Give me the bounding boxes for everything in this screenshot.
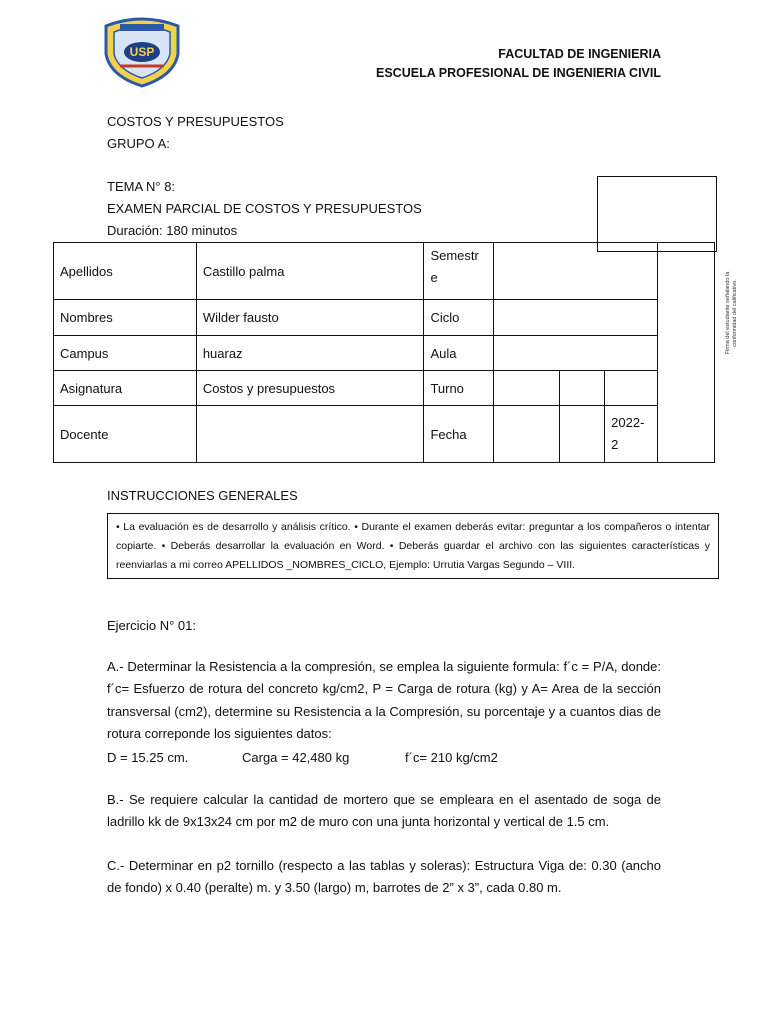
- university-logo: [96, 14, 188, 88]
- course-name: COSTOS Y PRESUPUESTOS: [107, 114, 284, 129]
- data-load: Carga = 42,480 kg: [242, 750, 350, 765]
- svg-text:USP: USP: [129, 45, 155, 59]
- row-value-2: 2022- 2: [605, 406, 658, 463]
- table-row: [54, 300, 715, 336]
- table-row: [54, 243, 715, 300]
- exam-duration: Duración: 180 minutos: [107, 223, 238, 238]
- signature-note: Firma del estudiante señalando la conformidad del calificativo.: [725, 271, 738, 355]
- exercise-part-b: B.- Se requiere calcular la cantidad de mortero que se empleara en el asentado de soga de ladrillo kk de 9x13x24 cm por m2 de muro con una junta horizontal y vertical de 1.5 cm.: [107, 792, 661, 830]
- row-label-2: Ciclo: [424, 300, 494, 336]
- fecha-cell-2: [560, 406, 605, 463]
- row-value-2: [494, 336, 658, 371]
- instructions-box: • La evaluación es de desarrollo y análisis crítico. • Durante el examen deberás evitar: preguntar a los compañeros o intentar copiarte. • Deberás desarrollar la evaluación en Word. • Deberás guardar el archivo con las siguientes características y reenviarlas a mi correo APELLIDOS _NOMBRES_CICLO, Ejemplo: Urrutia Vargas Segundo – VIII.: [107, 513, 719, 579]
- row-label-2: Aula: [424, 336, 494, 371]
- data-diameter: D = 15.25 cm.: [107, 750, 189, 765]
- exercise-part-c: C.- Determinar en p2 tornillo (respecto a las tablas y soleras): Estructura Viga de: 0.30 (ancho de fondo) x 0.40 (peralte) m. y 3.50 (largo) m, barrotes de 2” x 3”, cada 0.80 m.: [107, 858, 661, 896]
- exercise-part-a: A.- Determinar la Resistencia a la compresión, se emplea la siguiente formula: f´c = P/A, donde: f´c= Esfuerzo de rotura del concreto kg/cm2, P = Carga de rotura (kg) y A= Area de la sección transversal (cm2), determine su Resistencia a la Compresión, su porcentaje y a cuantos dias de rotura correponde los siguientes datos:: [107, 659, 661, 741]
- row-value: [196, 406, 424, 463]
- course-group: GRUPO A:: [107, 136, 170, 151]
- exam-title: EXAMEN PARCIAL DE COSTOS Y PRESUPUESTOS: [107, 201, 422, 216]
- turno-cell-2: [560, 371, 605, 406]
- table-row: [54, 406, 715, 463]
- faculty-title: FACULTAD DE INGENIERIA: [498, 47, 661, 61]
- row-label: Asignatura: [54, 371, 197, 406]
- grade-box: [597, 176, 717, 252]
- row-label: Nombres: [54, 300, 197, 336]
- data-fc: f´c= 210 kg/cm2: [405, 750, 498, 765]
- signature-column: [658, 243, 715, 463]
- student-info-table: [53, 242, 715, 463]
- row-value: Costos y presupuestos: [196, 371, 424, 406]
- fecha-cell-1: [494, 406, 560, 463]
- row-label-2: Turno: [424, 371, 494, 406]
- instructions-title: INSTRUCCIONES GENERALES: [107, 488, 298, 503]
- turno-cell-1: [494, 371, 560, 406]
- table-row: [54, 371, 715, 406]
- topic-number: TEMA N° 8:: [107, 179, 176, 194]
- exercise-title: Ejercicio N° 01:: [107, 618, 197, 633]
- school-title: ESCUELA PROFESIONAL DE INGENIERIA CIVIL: [376, 66, 661, 80]
- row-value-2: [494, 300, 658, 336]
- row-value: Castillo palma: [196, 243, 424, 300]
- row-label: Campus: [54, 336, 197, 371]
- turno-cell-3: [605, 371, 658, 406]
- row-value: Wilder fausto: [196, 300, 424, 336]
- row-label: Docente: [54, 406, 197, 463]
- row-label-2: Semestr e: [424, 243, 494, 300]
- row-value-2: [494, 243, 658, 300]
- table-row: [54, 336, 715, 371]
- row-value: huaraz: [196, 336, 424, 371]
- row-label: Apellidos: [54, 243, 197, 300]
- row-label-2: Fecha: [424, 406, 494, 463]
